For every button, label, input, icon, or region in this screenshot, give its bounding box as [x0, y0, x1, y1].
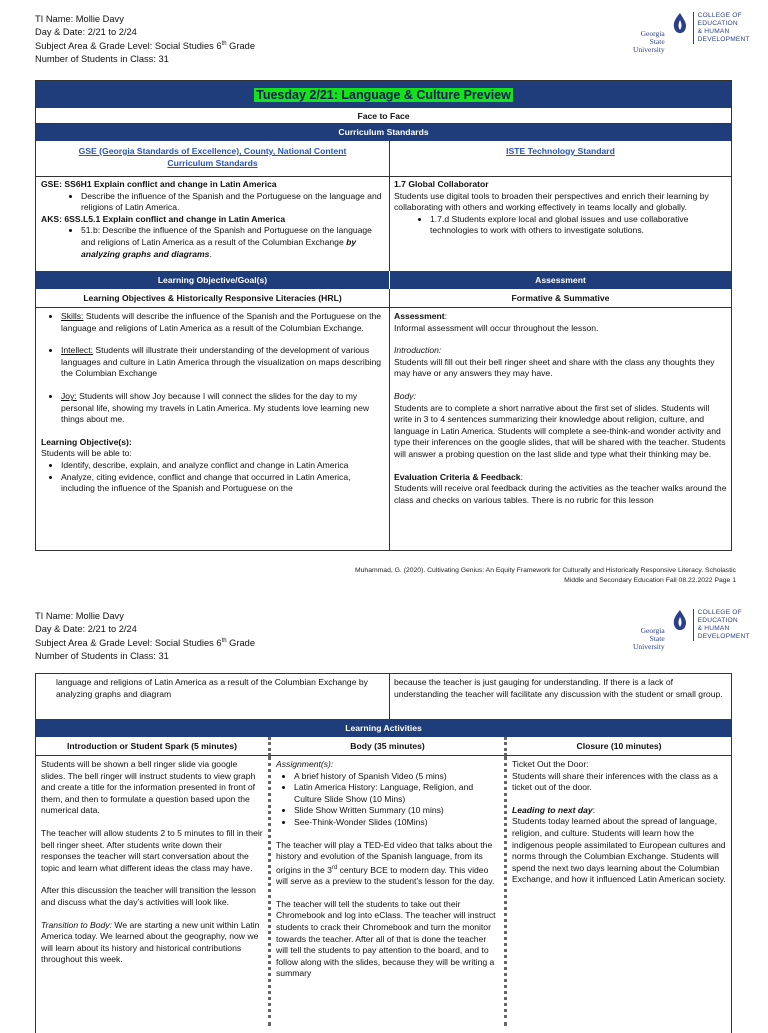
- lesson-plan-table-page1: [35, 80, 732, 551]
- objective-bullet-2: • Analyze, citing evidence, conflict and change that occurred in Latin America, including the influence of the Spanish and Portuguese on the: [61, 472, 384, 495]
- iste-standard-title: 1.7 Global Collaborator: [394, 179, 489, 189]
- iste-bullet: • 1.7.d Students explore local and global issues and use collaborative technologies to work with others to investigate solutions.: [430, 214, 727, 237]
- assessment-title: Assessment:: [394, 311, 448, 321]
- subject-grade: Subject Area & Grade Level: Social Studies 6th Grade: [35, 638, 256, 649]
- logo-university-wordmark: Georgia State University: [633, 626, 665, 651]
- assignment-item: • See-Think-Wonder Slides (10Mins): [294, 817, 499, 829]
- lesson-title-row: [36, 81, 731, 108]
- assessment-text: Informal assessment will occur throughout the lesson.: [394, 322, 599, 333]
- aks-bullet: • 51.b: Describe the influence of the Spanish and Portuguese on the language and religions of Latin America as a result of the Columbian Exchange by analyzing graphs and diagrams.: [81, 225, 384, 260]
- iste-content: [390, 177, 731, 271]
- learning-objectives-title: Learning Objective(s):: [41, 436, 132, 447]
- flame-icon: [669, 12, 691, 38]
- objectives-content: [36, 308, 390, 550]
- body-paragraph-2: The teacher will tell the students to take out their Chromebook and log into eClass. The teacher will instruct students to crack their Chromebook and turn the monitor towards the teacher. After all of that is done the teacher will tell the students to pay attention to the board, and to follow along with the slides, because they will be writing a summary: [276, 898, 496, 979]
- body-column: [268, 756, 504, 1026]
- logo-college-name: COLLEGE OF EDUCATION & HUMAN DEVELOPMENT: [693, 609, 750, 641]
- student-count: Number of Students in Class: 31: [35, 650, 169, 661]
- introduction-label: Introduction:: [394, 345, 442, 356]
- student-count: Number of Students in Class: 31: [35, 53, 169, 64]
- assessment-header: Assessment: [390, 271, 731, 289]
- logo-university-wordmark: Georgia State University: [633, 29, 665, 54]
- gsu-logo-page2: [633, 609, 750, 651]
- leading-next-day-label: Leading to next day:: [512, 804, 596, 815]
- assessment-subheader: Formative & Summative: [390, 289, 731, 308]
- teacher-name: TI Name: Mollie Davy: [35, 14, 124, 24]
- assignment-item: • Latin America History: Language, Religion, and Culture Slide Show (10 Mins): [294, 782, 499, 805]
- leading-next-day-text: Students today learned about the spread of language, religion, and culture. Students will learn how the indigenous people assimilated to European cultures and norms through the Columbian Exchange. Students will spend the next two days learning about the Columbian Exchange, and how it influenced Latin American society.: [512, 816, 726, 885]
- aks-standard-title: AKS: 6SS.L5.1 Explain conflict and change in Latin America: [41, 213, 286, 224]
- flame-icon: [669, 609, 691, 635]
- skills-item: • Skills: Students will describe the influence of the Spanish and the Portuguese on the language and religions of Latin America as a result of the Columbian Exchange.: [61, 311, 384, 334]
- teacher-info-page2: [35, 610, 255, 662]
- gse-bullet: • Describe the influence of the Spanish and the Portuguese on the language and religions of Latin America.: [81, 191, 384, 214]
- assessment-content: [390, 308, 731, 550]
- gse-content: [36, 177, 390, 271]
- date-range: Day & Date: 2/21 to 2/24: [35, 623, 137, 634]
- gsu-logo: [633, 12, 750, 54]
- footer-citation: Muhammad, G. (2020). Cultivating Genius: An Equity Framework for Culturally and Historically Responsive Literacy. Scholastic: [354, 567, 736, 574]
- closure-column: [504, 756, 731, 1026]
- lesson-title: Tuesday 2/21: Language & Culture Preview: [256, 88, 511, 102]
- closure-column-header: Closure (10 minutes): [504, 737, 731, 756]
- objective-bullet-1: • Identify, describe, explain, and analyze conflict and change in Latin America: [61, 460, 384, 472]
- evaluation-text: Students will receive oral feedback during the activities as the teacher walks around the class and checks on various tables. There is no rubric for this lesson: [394, 483, 727, 505]
- subject-grade: Subject Area & Grade Level: Social Studies 6th Grade: [35, 41, 256, 52]
- objectives-continued: language and religions of Latin America as a result of the Columbian Exchange by analyzing graphs and diagram: [36, 674, 390, 719]
- gse-standard-title: GSE: SS6H1 Explain conflict and change in Latin America: [41, 179, 277, 189]
- page-footer: [355, 566, 736, 586]
- assessment-continued: because the teacher is just gauging for understanding. If there is a lack of understanding the teacher will facilitate any discussion with the student or small group.: [394, 677, 723, 699]
- objective-header: Learning Objective/Goal(s): [36, 271, 390, 289]
- assignment-item: • Slide Show Written Summary (10 mins): [294, 805, 499, 817]
- intro-paragraph-3: After this discussion the teacher will transition the lesson and discuss what the day’s activities will look like.: [41, 885, 256, 907]
- learning-activities-header: Learning Activities: [36, 719, 731, 737]
- intro-paragraph-2: The teacher will allow students 2 to 5 minutes to fill in their bell ringer sheet. After students write down their responses the teacher will start conversation about the topic and learn what different ideas the class may have.: [41, 827, 263, 873]
- learning-objectives-intro: Students will be able to:: [41, 448, 132, 459]
- body-paragraph-1: The teacher will play a TED-Ed video that talks about the history and evolution of the Spanish language, from its origins in the 3rd century BCE to modern day. This video will serve as a preview to the student’s lesson for the day.: [276, 839, 495, 887]
- objective-subheader: Learning Objectives & Historically Responsive Literacies (HRL): [36, 289, 390, 308]
- footer-course-page: Middle and Secondary Education Fall 08.22.2022 Page 1: [564, 577, 736, 584]
- date-range: Day & Date: 2/21 to 2/24: [35, 26, 137, 37]
- introduction-column-header: Introduction or Student Spark (5 minutes): [36, 737, 268, 756]
- joy-item: • Joy: Students will show Joy because I will connect the slides for the day to my personal life, showing my travels in Latin America. My students love learning new things about me.: [61, 391, 384, 426]
- assignments-label: Assignment(s):: [276, 759, 334, 769]
- teacher-info: [35, 13, 255, 65]
- assignment-item: • A brief history of Spanish Video (5 mins): [294, 771, 499, 783]
- introduction-text: Students will fill out their bell ringer sheet and share with the class any thoughts they may have or any answers they may have.: [394, 356, 715, 379]
- body-column-header: Body (35 minutes): [268, 737, 504, 756]
- iste-description: Students use digital tools to broaden their perspectives and enrich their learning by collaborating with others and working effectively in teams locally and globally.: [394, 190, 709, 213]
- intro-transition: Transition to Body: We are starting a new unit within Latin America today. We learned about the geography, now we will learn about its history and historical contributions throughout this week.: [41, 919, 260, 965]
- lesson-plan-table-page2: [35, 673, 732, 1033]
- teacher-name: TI Name: Mollie Davy: [35, 611, 124, 621]
- logo-college-name: COLLEGE OF EDUCATION & HUMAN DEVELOPMENT: [693, 12, 750, 44]
- curriculum-standards-header: Curriculum Standards: [36, 124, 731, 141]
- evaluation-title: Evaluation Criteria & Feedback:: [394, 471, 523, 482]
- body-text: Students are to complete a short narrative about the first set of slides. Students will write in 3 to 4 sentences summarizing their knowledge about religion, culture, and language in Latin America. Students will complete a see-think-and wonder activity and type their inferences on the google slides, that will be shared with the teacher. Students will answer a probing question on the last slide and type what their thinking may be.: [394, 402, 726, 459]
- gse-header[interactable]: GSE (Georgia Standards of Excellence), County, National Content Curriculum Standards: [36, 141, 390, 177]
- intro-paragraph-1: Students will be shown a bell ringer slide via google slides. The bell ringer will instruct students to view graph and create a title for the information presented in front of them, and then to formulate a question based upon the numerical data.: [41, 759, 256, 816]
- ticket-out-text: Students will share their inferences with the class as a ticket out of the door.: [512, 770, 718, 793]
- intellect-item: • Intellect: Students will illustrate their understanding of the development of various languages and culture in Latin America through the visualization on maps describing the Columbian Exchange: [61, 345, 384, 380]
- introduction-column: [36, 756, 268, 1026]
- ticket-out-label: Ticket Out the Door:: [512, 759, 589, 769]
- delivery-mode: Face to Face: [36, 108, 731, 124]
- body-label: Body:: [394, 390, 416, 401]
- iste-header[interactable]: ISTE Technology Standard: [390, 141, 731, 177]
